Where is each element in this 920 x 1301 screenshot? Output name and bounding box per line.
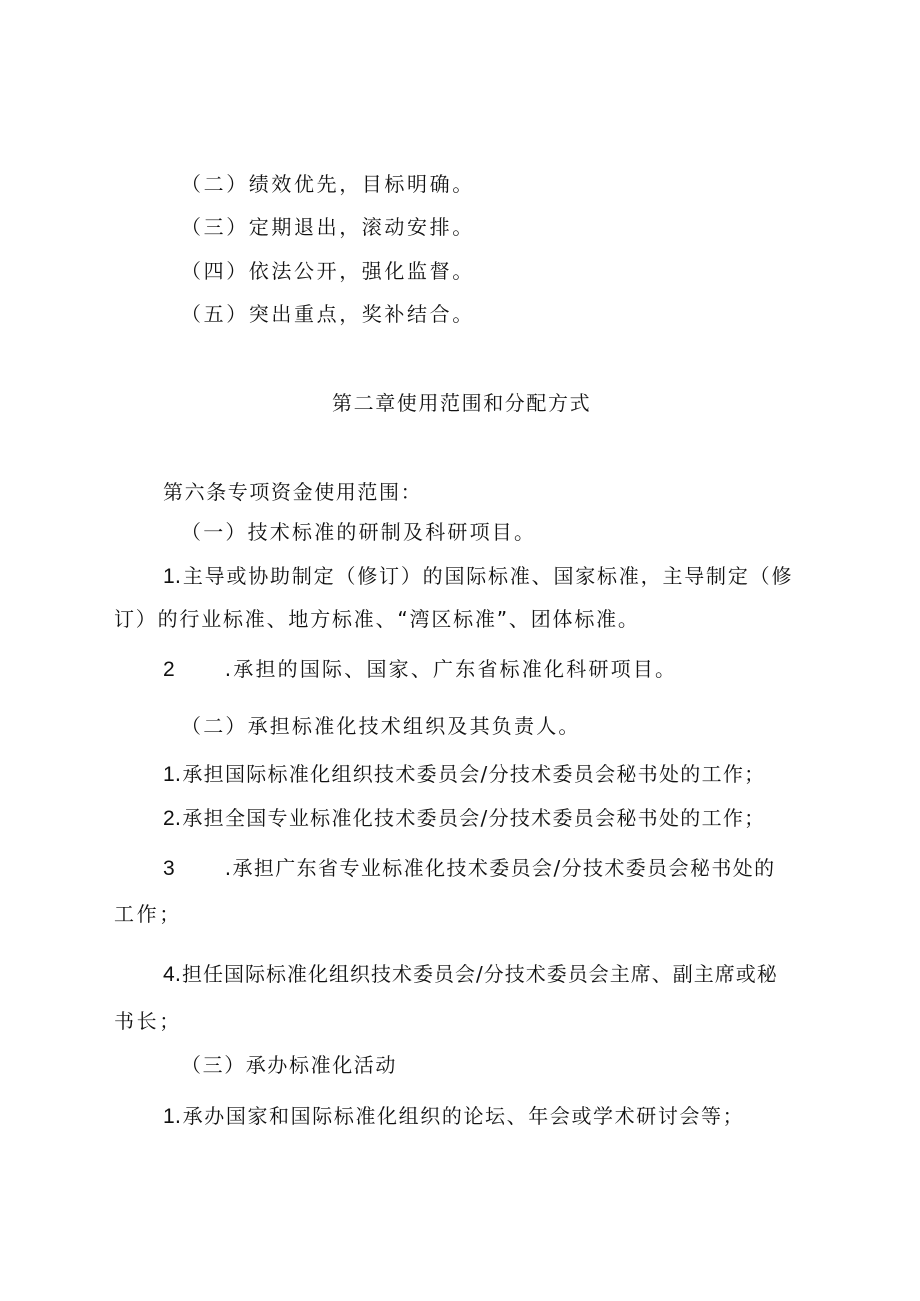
item-number: 1 — [163, 1105, 175, 1128]
section-1-item-1-continued: 订）的行业标准、地方标准、“湾区标准”、团体标准。 — [114, 607, 640, 631]
article-six-heading: 第六条专项资金使用范围： — [163, 480, 423, 504]
item-text: .承担的国际、国家、广东省标准化科研项目。 — [224, 657, 678, 681]
section-2-item-2 — [163, 806, 765, 831]
chapter-title: 第二章使用范围和分配方式 — [332, 391, 592, 415]
section-3-heading: （三）承办标准化活动 — [181, 1053, 397, 1077]
item-number: 1 — [163, 565, 175, 588]
section-2-item-4 — [163, 962, 778, 987]
principle-3: （三）定期退出，滚动安排。 — [181, 215, 475, 239]
item-number: 2 — [163, 807, 175, 830]
item-text: .承办国家和国际标准化组织的论坛、年会或学术研讨会等； — [174, 1104, 745, 1128]
section-2-item-3 — [163, 856, 776, 881]
section-2-item-3-continued: 工作； — [114, 902, 182, 926]
principle-5: （五）突出重点，奖补结合。 — [181, 302, 475, 326]
principle-4: （四）依法公开，强化监督。 — [181, 259, 475, 283]
item-text: .主导或协助制定（修订）的国际标准、国家标准，主导制定（修 — [174, 564, 794, 588]
item-text: .承担全国专业标准化技术委员会/分技术委员会秘书处的工作； — [174, 806, 766, 830]
section-1-heading: （一）技术标准的研制及科研项目。 — [181, 520, 537, 544]
section-2-item-4-continued: 书长； — [114, 1009, 182, 1033]
section-1-item-2 — [163, 657, 677, 682]
section-2-heading: （二）承担标准化技术组织及其负责人。 — [181, 714, 581, 738]
item-number: 4 — [163, 963, 175, 986]
section-1-item-1 — [163, 564, 793, 589]
item-text: .担任国际标准化组织技术委员会/分技术委员会主席、副主席或秘 — [174, 962, 778, 986]
item-number: 3 — [163, 857, 175, 880]
item-number: 1 — [163, 763, 175, 786]
section-3-item-1 — [163, 1104, 744, 1129]
item-text: .承担广东省专业标准化技术委员会/分技术委员会秘书处的 — [224, 856, 776, 880]
item-number: 2 — [163, 658, 175, 681]
item-text: .承担国际标准化组织技术委员会/分技术委员会秘书处的工作； — [174, 762, 766, 786]
section-2-item-1 — [163, 762, 765, 787]
principle-2: （二）绩效优先，目标明确。 — [181, 172, 475, 196]
